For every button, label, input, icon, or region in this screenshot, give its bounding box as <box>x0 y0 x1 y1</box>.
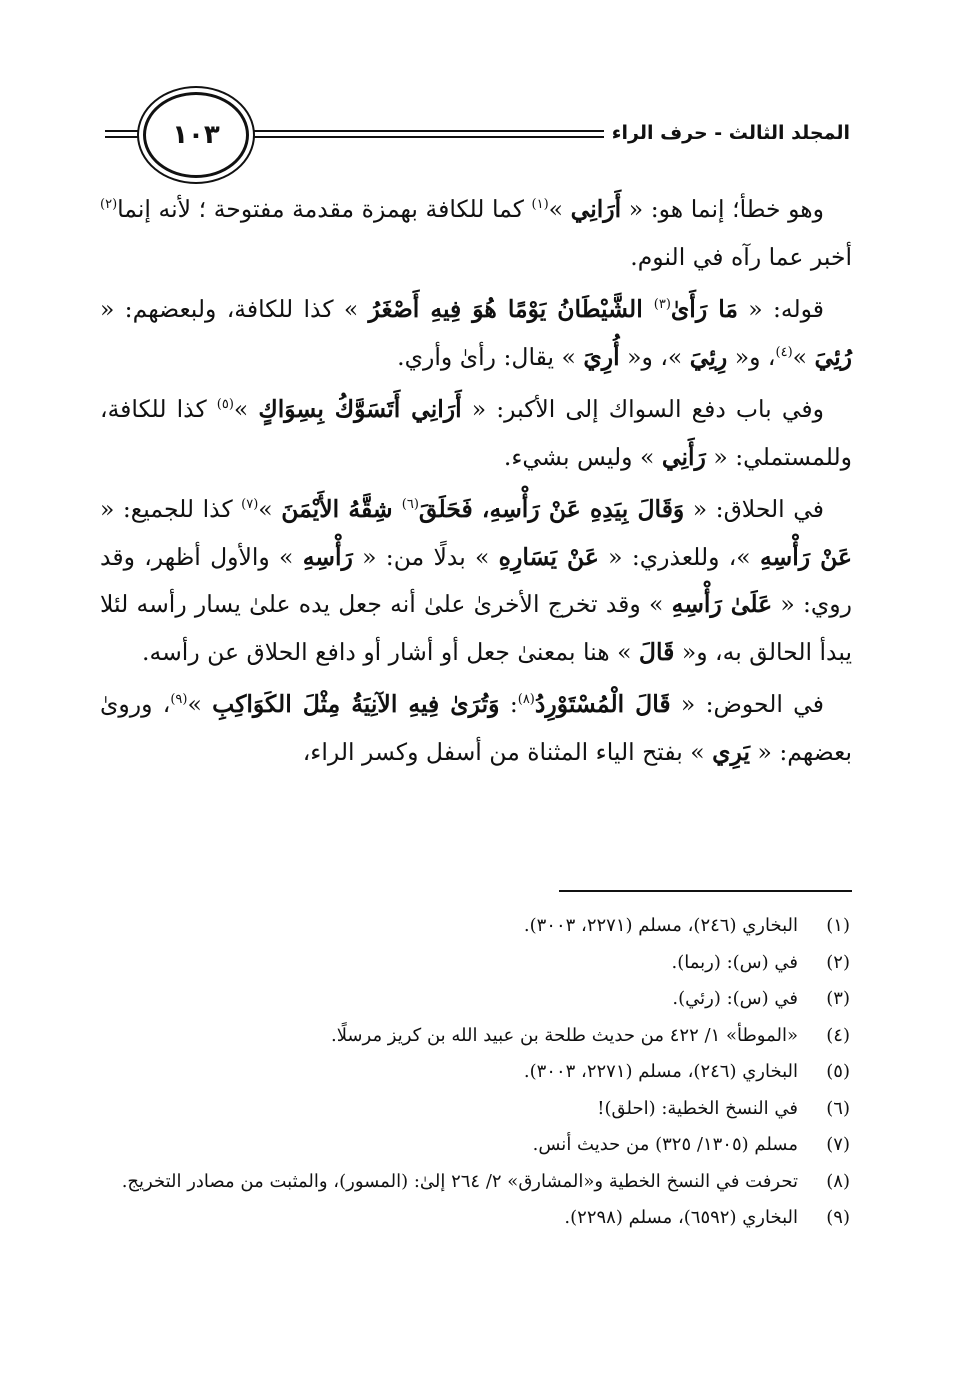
footnote <box>100 1091 852 1128</box>
footnote-text: في النسخ الخطية: (احلق)! <box>597 1097 798 1119</box>
text: » <box>233 395 259 423</box>
footnote <box>100 1164 852 1201</box>
text: » وقد تخرج الأخرىٰ علىٰ أنه جعل يده علىٰ يسار رأسه لئلا يبدأ الحالق به، و« <box>100 590 852 666</box>
quoted-hadith: قَالَ الْمُسْتَوْرِدُ <box>534 690 671 718</box>
paragraph-5 <box>100 681 852 776</box>
footnote-number: (٥) <box>826 1061 850 1082</box>
footnote-ref: (٤) <box>775 344 793 360</box>
footnote <box>100 1054 852 1091</box>
footnote-text: البخاري (٦٥٩٢)، مسلم (٢٢٩٨). <box>564 1207 798 1228</box>
footnote-number: (٩) <box>826 1207 850 1228</box>
footnote-number: (٦) <box>826 1097 850 1119</box>
footnote-ref: (٦) <box>401 497 419 513</box>
text: » هنا بمعنىٰ جعل أو أشار أو دافع الحلاق عن رأسه. <box>142 637 639 666</box>
quoted-hadith: أَرَانِي أَتَسَوَّكُ بِسِوَاكٍ <box>258 395 462 423</box>
text: كذا للكافة، وللمستملي: « <box>100 395 852 471</box>
footnotes <box>100 908 852 1237</box>
text: كذا للجميع: « <box>100 495 242 523</box>
text: ، وروىٰ بعضهم: « <box>100 690 852 766</box>
quoted-word: رَأَنِي <box>661 442 706 471</box>
quoted-hadith: وَقَالَ بِيَدِهِ عَنْ رَأْسِهِ، فَحَلَقَ <box>418 495 685 523</box>
footnote-ref: (٩) <box>170 692 188 708</box>
text: » <box>187 690 213 718</box>
text: ، و« <box>727 342 776 371</box>
footnote-text: البخاري (٢٤٦)، مسلم (٢٢٧١، ٣٠٠٣). <box>523 915 798 936</box>
footnote-number: (٢) <box>826 951 850 973</box>
footnote-ref: (٥) <box>216 397 234 413</box>
quoted-hadith: مَا رَأَىٰ <box>670 295 738 323</box>
quoted-hadith: شِقَّهُ الأَيْمَنَ <box>281 495 402 523</box>
text: وفي باب دفع السواك إلى الأكبر: « <box>461 395 824 423</box>
text: كما للكافة بهمزة مقدمة مفتوحة ؛ لأنه إنما <box>117 195 532 223</box>
text: » يقال: رأىٰ وأري. <box>397 342 584 371</box>
paragraph-2 <box>100 286 852 381</box>
text: أخبر عما رآه في النوم. <box>630 242 852 271</box>
text: » وليس بشيء. <box>503 442 662 471</box>
text: في الحوض: « <box>670 690 825 718</box>
running-header <box>105 92 850 182</box>
text: »، وللعذري: « <box>598 542 760 571</box>
header-title: المجلد الثالث - حرف الراء <box>604 122 850 144</box>
quoted-word: يَرِي <box>712 737 751 766</box>
paragraph-3 <box>100 386 852 481</box>
footnote <box>100 1200 852 1237</box>
quoted-word: أُرِيَ <box>583 342 620 371</box>
quoted-word: قَالَ <box>638 637 675 666</box>
footnote <box>100 908 852 945</box>
footnote-number: (٤) <box>826 1024 850 1046</box>
text: » <box>548 195 571 223</box>
main-text <box>100 186 852 781</box>
footnote-ref: (٧) <box>241 497 259 513</box>
footnote-number: (١) <box>826 915 850 936</box>
text: » والأول أظهر، وقد روي: « <box>100 542 852 618</box>
footnote <box>100 1018 852 1055</box>
footnote-ref: (٣) <box>653 297 671 313</box>
quoted-word: عَلَىٰ رَأْسِهِ <box>671 590 773 618</box>
quoted-word: عَنْ رَأْسِهِ <box>759 542 853 571</box>
footnote <box>100 945 852 982</box>
quoted-word: عَنْ يَسَارِهِ <box>498 542 599 571</box>
footnote-number: (٧) <box>826 1134 850 1155</box>
text: قوله: « <box>737 295 824 323</box>
footnote-text: مسلم (١٣٠٥/ ٣٢٥) من حديث أنس. <box>532 1134 798 1155</box>
text: : <box>499 690 518 718</box>
quoted-hadith: أَرَانِي <box>570 195 622 223</box>
footnote-ref: (١) <box>531 197 549 213</box>
footnote-number: (٣) <box>826 988 850 1009</box>
text: »، و« <box>619 342 690 371</box>
text: وهو خطأ؛ إنما هو: « <box>621 195 825 223</box>
text: » كذا للكافة، ولبعضهم: « <box>100 295 369 323</box>
footnote <box>100 1127 852 1164</box>
footnote-text: تحرفت في النسخ الخطية و«المشارق» ٢/ ٢٦٤ إلىٰ: (المسور)، والمثبت من مصادر التخريج. <box>121 1170 798 1192</box>
paragraph-1 <box>100 186 852 281</box>
text: في الحلاق: « <box>684 495 825 523</box>
quoted-hadith: الشَّيْطَانُ يَوْمًا هُوَ فِيهِ أَصْغَرُ <box>368 295 654 323</box>
text: » <box>258 495 282 523</box>
footnote-text: «الموطأ» ١/ ٤٢٢ من حديث طلحة بن عبيد الله بن كريز مرسلًا. <box>330 1024 798 1046</box>
text: » <box>792 342 815 371</box>
paragraph-4 <box>100 486 852 676</box>
footnote-number: (٨) <box>826 1170 850 1192</box>
footnote-ref: (٢) <box>100 197 118 213</box>
text: » بفتح الياء المثناة من أسفل وكسر الراء، <box>302 737 713 766</box>
footnote-ref: (٨) <box>517 692 535 708</box>
quoted-word: رِئِيَ <box>689 342 728 371</box>
footnote <box>100 981 852 1018</box>
footnote-text: البخاري (٢٤٦)، مسلم (٢٢٧١، ٣٠٠٣). <box>523 1061 798 1082</box>
quoted-word: رَأْسِهِ <box>302 542 353 571</box>
quoted-word: رُئِيَ <box>814 342 852 371</box>
quoted-hadith: وَتُرَىٰ فِيهِ الآنِيَةُ مِثْلَ الكَوَاكِبِ <box>212 690 500 718</box>
footnote-text: في (س): (رئي). <box>672 988 798 1009</box>
page-number: ١٠٣ <box>143 92 249 178</box>
footnote-separator <box>559 890 852 892</box>
text: » بدلًا من: « <box>352 542 499 571</box>
footnote-text: في (س): (ربما). <box>671 951 798 973</box>
